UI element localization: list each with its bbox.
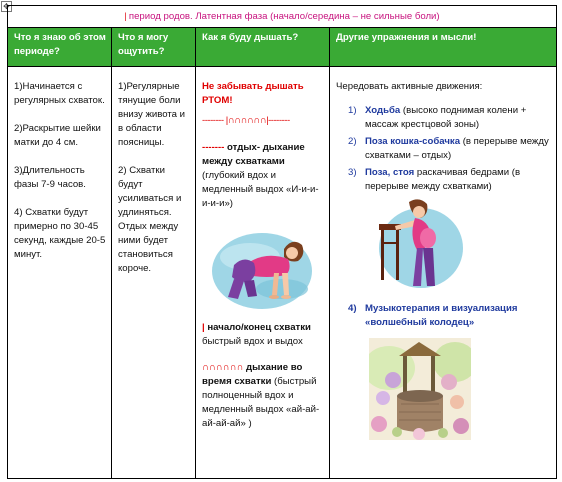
exercise-description: раскачивая бедрами (в перерыве между схватками) xyxy=(365,167,521,192)
exercise-list xyxy=(330,104,556,194)
exercise-description: (высоко поднимая колени + массаж крестцовой зоны) xyxy=(365,105,527,130)
title-text: период родов. Латентная фаза (начало/середина – не сильные боли) xyxy=(128,11,440,22)
know-item-3: 3)Длительность фазы 7-9 часов. xyxy=(14,165,86,190)
exercise-title: Музыкотерапия и визуализация «волшебный колодец» xyxy=(365,303,518,328)
exercise-num: 3) xyxy=(348,167,357,178)
header-feel-label: Что я могу ощутить? xyxy=(118,32,169,57)
rest-breathing xyxy=(202,141,325,211)
header-exercises-label: Другие упражнения и мысли! xyxy=(336,32,477,43)
header-know-label: Что я знаю об этом периоде? xyxy=(14,32,106,57)
feel-item-1: 1)Регулярные тянущие боли внизу живота и в области поясницы. xyxy=(118,81,186,148)
start-title: начало/конец схватки xyxy=(207,322,311,333)
table-move-handle-icon[interactable]: ✥ xyxy=(1,1,12,12)
rest-description: (глубокий вдох и медленный выдох «И-и-и-и-и-и») xyxy=(202,170,319,209)
know-item-4: 4) Схватки будут примерно по 30-45 секунд, каждые 20-5 минут. xyxy=(14,207,106,260)
during-breathing xyxy=(202,361,325,431)
header-breathe xyxy=(196,28,330,67)
magic-well-illustration xyxy=(369,338,471,440)
labor-phase-table xyxy=(7,5,557,479)
standing-sway-pose-illustration xyxy=(377,198,463,290)
during-arcs: ∩∩∩∩∩∩ xyxy=(202,362,247,373)
exercise-item-4 xyxy=(330,302,556,330)
exercise-num: 4) xyxy=(348,303,357,314)
exercise-title: Ходьба xyxy=(365,105,401,116)
exercise-title: Поза кошка-собачка xyxy=(365,136,461,147)
rest-title: отдых- дыхание между схватками xyxy=(202,142,305,167)
breathing-pattern: -------- |∩∩∩∩∩∩|-------- xyxy=(202,115,290,126)
exercise-title: Поза, стоя xyxy=(365,167,415,178)
start-description: быстрый вдох и выдох xyxy=(202,336,303,347)
during-description: (быстрый полноценный вдох и медленный выдох «ай-ай-ай-ай-ай» ) xyxy=(202,376,320,429)
exercises-intro: Чередовать активные движения: xyxy=(336,81,483,92)
know-item-2: 2)Раскрытие шейки матки до 4 см. xyxy=(14,123,101,148)
table-title xyxy=(8,6,557,28)
header-feel xyxy=(112,28,196,67)
exercise-num: 2) xyxy=(348,136,357,147)
during-title: дыхание во время схватки xyxy=(202,362,303,387)
exercise-item xyxy=(330,166,556,194)
start-end-breathing xyxy=(202,321,325,349)
header-know xyxy=(8,28,112,67)
breathe-warning: Не забывать дышать РТОМ! xyxy=(202,81,304,106)
exercise-num: 1) xyxy=(348,105,357,116)
cat-cow-pose-illustration xyxy=(212,219,312,311)
cell-exercises xyxy=(330,67,557,479)
exercise-item xyxy=(330,104,556,132)
exercise-description: (в перерыве между схватками – отдых) xyxy=(365,136,549,161)
cell-feel xyxy=(112,67,196,479)
title-bar-marker: | xyxy=(124,11,127,22)
cell-know xyxy=(8,67,112,479)
header-exercises xyxy=(330,28,557,67)
know-item-1: 1)Начинается с регулярных схваток. xyxy=(14,81,105,106)
start-bar-marker: | xyxy=(202,322,208,333)
feel-item-2: 2) Схватки будут усиливаться и удлиняться. Отдых между ними будет становиться короче. xyxy=(118,165,182,274)
rest-dashes: ------- xyxy=(202,142,228,153)
header-breathe-label: Как я буду дышать? xyxy=(202,32,299,43)
cell-breathe xyxy=(196,67,330,479)
exercise-item xyxy=(330,135,556,163)
